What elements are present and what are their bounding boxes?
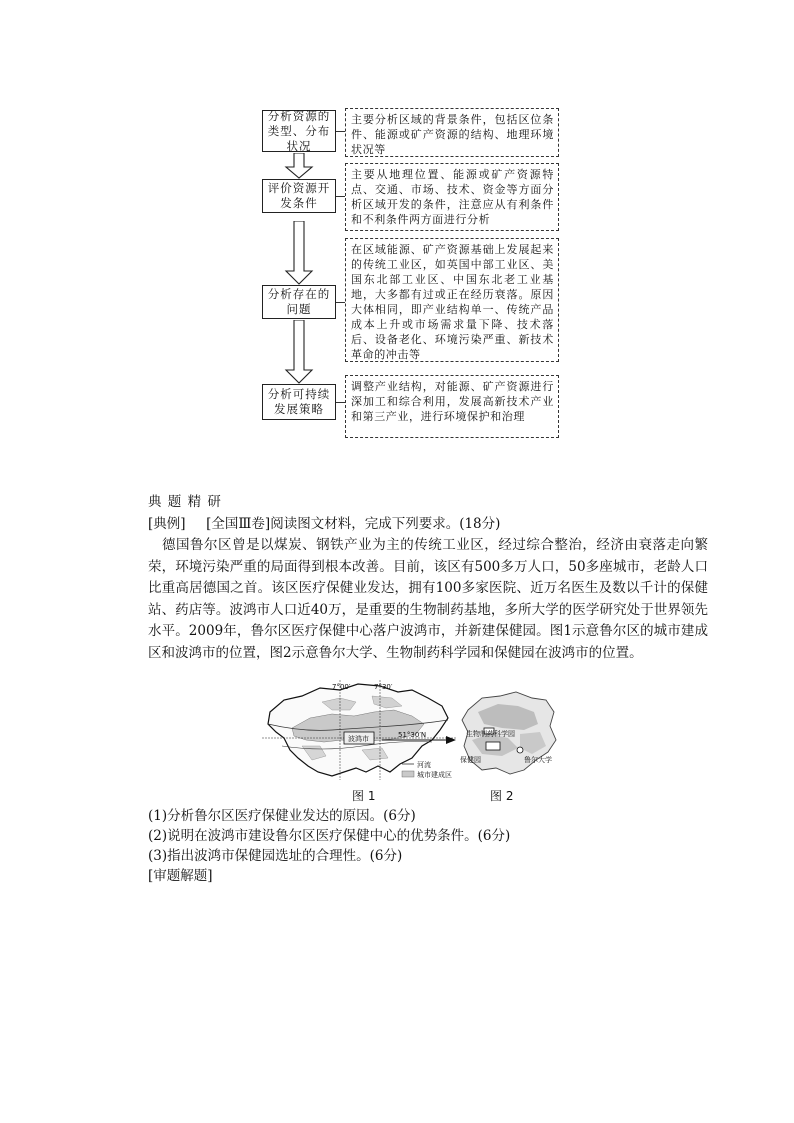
map-figure-2 <box>458 690 560 778</box>
connector-line <box>336 131 345 132</box>
flow-desc-1: 主要分析区域的背景条件，包括区位条件、能源或矿产资源的结构、地理环境状况等 <box>345 108 559 157</box>
arrow-connector <box>380 730 460 750</box>
question-3: (3)指出波鸿市保健园选址的合理性。(6分) <box>148 848 403 864</box>
flow-step-4 <box>262 384 336 420</box>
down-arrow-icon <box>283 320 315 384</box>
flow-desc-3: 在区域能源、矿产资源基础上发展起来的传统工业区，如英国中部工业区、美国东北部工业区、中国东北老工业基地，大多都有过或正在经历衰落。原因大体相同，即产业结构单一、传统产品成本上升或市场需求量下降、技术落后、设备老化、环境污染严重、新技术革命的冲击等 <box>345 238 559 362</box>
legend-river: 河流 <box>417 761 431 769</box>
legend-urban: 城市建成区 <box>417 771 452 779</box>
flow-step-1-label: 分析资源的类型、分布状况 <box>267 108 331 153</box>
review-heading: [审题解题] <box>148 868 213 884</box>
figure-2-label: 图 2 <box>490 789 514 803</box>
flow-step-2 <box>262 179 336 213</box>
section-title: 典 题 精 研 <box>148 494 222 510</box>
flow-step-2-label: 评价资源开发条件 <box>267 181 331 210</box>
flow-desc-2: 主要从地理位置、能源或矿产资源特点、交通、市场、技术、资金等方面分析区域开发的条件，注意应从有利条件和不利条件两方面进行分析 <box>345 163 559 231</box>
flow-step-3-label: 分析存在的问题 <box>267 287 331 316</box>
question-2: (2)说明在波鸿市建设鲁尔区医疗保健中心的优势条件。(6分) <box>148 828 511 844</box>
urban-legend-icon <box>402 771 414 777</box>
figure-1-label: 图 1 <box>352 789 376 803</box>
label-biopharma-park: 生物制药科学园 <box>466 730 515 738</box>
flow-desc-4: 调整产业结构，对能源、矿产资源进行深加工和综合利用，发展高新技术产业和第三产业，进行环境保护和治理 <box>345 375 559 438</box>
connector-line <box>336 402 345 403</box>
flow-step-1 <box>262 110 336 152</box>
flow-step-4-label: 分析可持续发展策略 <box>267 387 331 416</box>
longitude-label-1: 7°00′ <box>332 683 351 691</box>
down-arrow-icon <box>283 153 315 179</box>
example-tag: [典例] <box>148 516 186 532</box>
city-label-bochum: 波鸿市 <box>348 735 369 743</box>
label-health-park: 保健园 <box>460 756 481 764</box>
question-1: (1)分析鲁尔区医疗保健业发达的原因。(6分) <box>148 808 416 824</box>
connector-line <box>336 302 345 303</box>
connector-line <box>336 196 345 197</box>
label-university: 鲁尔大学 <box>524 756 552 764</box>
example-source: [全国Ⅲ卷]阅读图文材料，完成下列要求。(18分) <box>206 516 501 532</box>
down-arrow-icon <box>283 221 315 285</box>
flow-step-3 <box>262 285 336 319</box>
longitude-label-2: 7°30′ <box>374 683 393 691</box>
material-paragraph: 德国鲁尔区曾是以煤炭、钢铁产业为主的传统工业区，经过综合整治，经济由衰落走向繁荣，环境污染严重的局面得到根本改善。目前，该区有500多万人口，50多座城市，老龄人口比重高居德国之首。该区医疗保健业发达，拥有100多家医院、近万名医生及数以千计的保健站、药店等。波鸿市人口近40万，是重要的生物制药基地，多所大学的医学研究处于世界领先水平。2009年，鲁尔区医疗保健中心落户波鸿市，并新建保健园。图1示意鲁尔区的城市建成区和波鸿市的位置，图2示意鲁尔大学、生物制药科学园和保健园在波鸿市的位置。 <box>148 537 708 661</box>
latitude-label: 51°30′N <box>398 731 427 739</box>
example-header <box>148 514 500 534</box>
